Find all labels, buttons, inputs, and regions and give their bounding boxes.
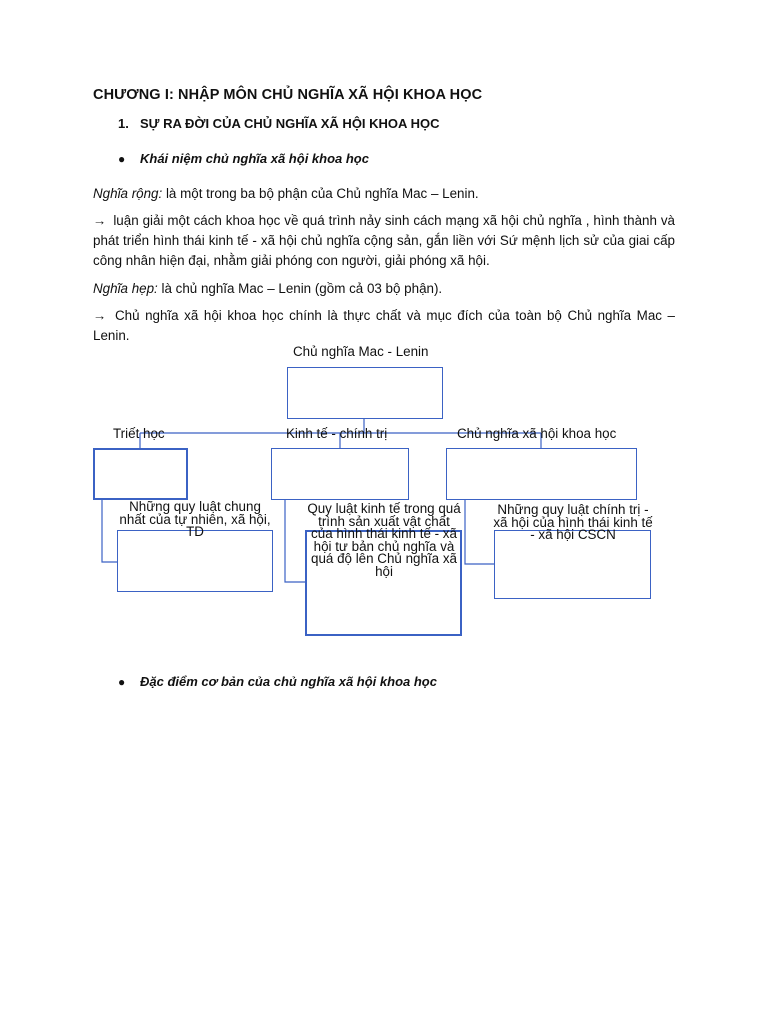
branch-box-1 [93,448,188,500]
diagram-root-box [287,367,443,419]
bullet-characteristics [118,674,437,689]
narrow-detail-text: Chủ nghĩa xã hội khoa học chính là thực chất và mục đích của toàn bộ Chủ nghĩa Mac – Lenin. [93,308,675,343]
branch-label-1: Triết học [113,426,165,441]
arrow-symbol: → [93,308,107,323]
bullet-symbol: ● [118,152,126,166]
branch-box-2 [271,448,409,500]
description-text-1: Những quy luật chung nhất của tự nhiên, xã hội, TD [119,499,271,539]
diagram-root-label: Chủ nghĩa Mac - Lenin [293,344,429,359]
section-title: SỰ RA ĐỜI CỦA CHỦ NGHĨA XÃ HỘI KHOA HỌC [140,116,440,131]
bullet-characteristics-text: Đặc điểm cơ bản của chủ nghĩa xã hội khoa học [140,674,437,689]
description-text-3: Những quy luật chính trị - xã hội của hình thái kinh tế - xã hội CSCN [493,502,653,542]
broad-detail-text: luận giải một cách khoa học về quá trình nảy sinh cách mạng xã hội chủ nghĩa , hình thành và phát triển hình thái kinh tế - xã hội chủ nghĩa cộng sản, gắn liền với Sứ mệnh lịch sử của giai cấp công nhân hiện đại, nhằm giải phóng con người, giải phóng xã hội. [93,213,675,268]
description-text-2: Quy luật kinh tế trong quá trình sản xuất vật chất của hình thái kinh tế - xã hội tư bản chủ nghĩa và quá độ lên Chủ nghĩa xã hội [307,501,461,579]
branch-box-3 [446,448,637,500]
elbow-connector-1 [102,499,117,562]
section-number: 1. [118,116,129,131]
elbow-connector-2 [285,499,306,582]
broad-text: là một trong ba bộ phận của Chủ nghĩa Mac – Lenin. [162,186,479,201]
elbow-connector-3 [465,499,494,564]
narrow-text: là chủ nghĩa Mac – Lenin (gồm cả 03 bộ phận). [157,281,443,296]
bullet-symbol: ● [118,675,126,689]
arrow-symbol: → [93,213,107,228]
chapter-title: CHƯƠNG I: NHẬP MÔN CHỦ NGHĨA XÃ HỘI KHOA HỌC [93,87,483,103]
bullet-concept-text: Khái niệm chủ nghĩa xã hội khoa học [140,151,369,166]
narrow-label: Nghĩa hẹp: [93,281,158,296]
branch-label-2: Kinh tế - chính trị [286,426,388,441]
broad-label: Nghĩa rộng: [93,186,163,201]
description-box-1 [117,530,273,592]
branch-label-3: Chủ nghĩa xã hội khoa học [457,426,617,441]
